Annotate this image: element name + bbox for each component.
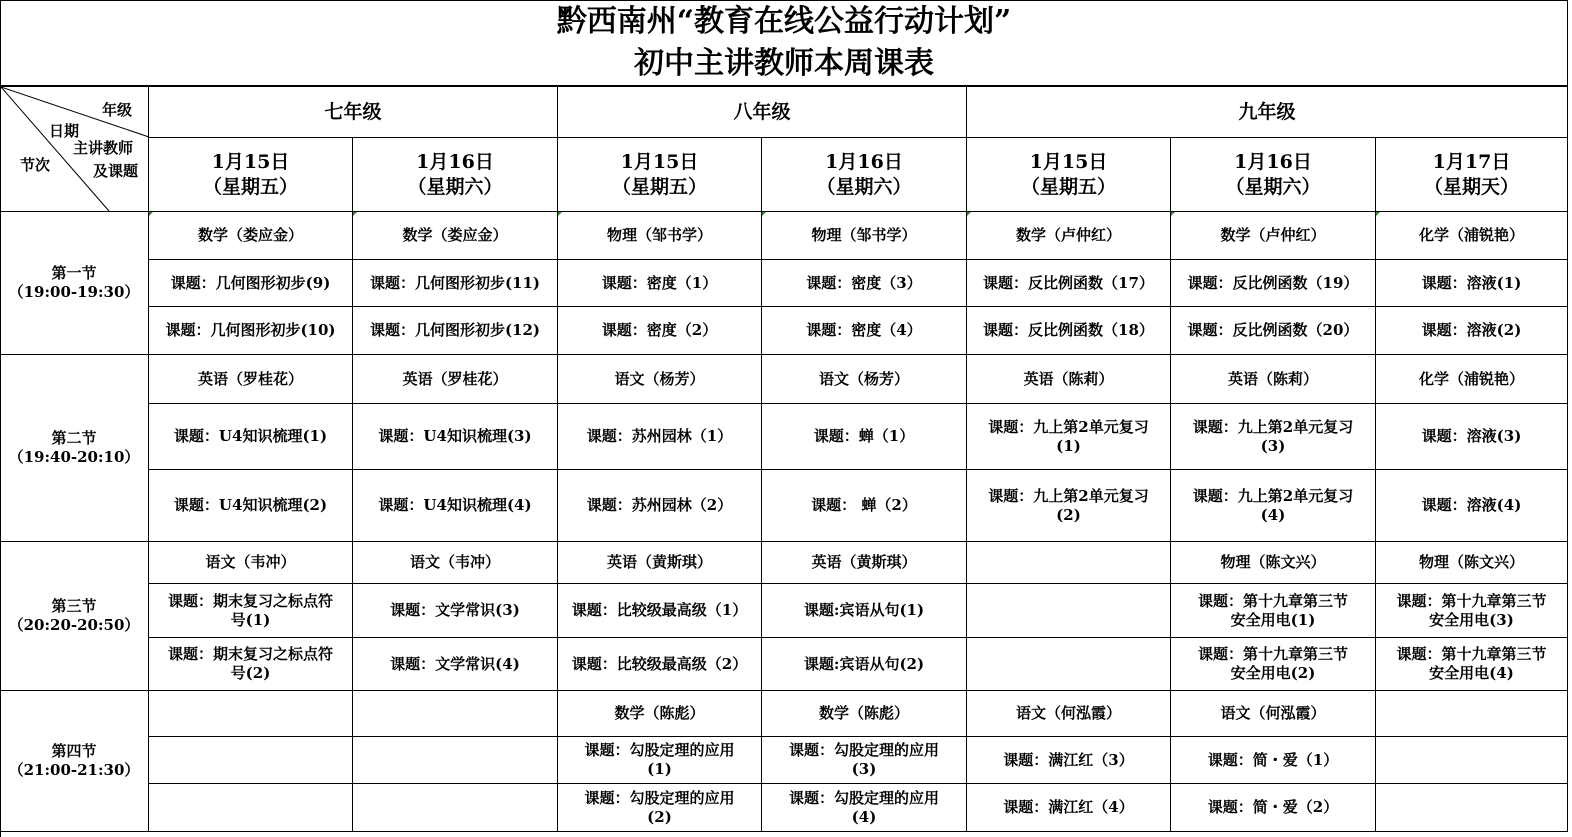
subject-cell: 物理（邹书学） — [762, 212, 967, 260]
date-header: 1月16日 （星期六） — [762, 138, 967, 212]
title-line-2: 初中主讲教师本周课表 — [634, 46, 934, 81]
topic-cell: 课题：密度（4） — [762, 307, 967, 355]
topic-cell: 课题：反比例函数（19） — [1171, 260, 1376, 307]
topic-cell — [149, 737, 353, 784]
grade-header: 七年级 — [149, 87, 558, 138]
subject-cell: 语文（韦冲） — [149, 542, 353, 584]
period-label: 第四节 （21:00-21:30） — [0, 691, 149, 832]
cell-comment-marker — [558, 212, 562, 216]
topic-cell: 课题：U4知识梳理(3) — [353, 404, 558, 470]
cell-comment-marker — [1376, 212, 1380, 216]
subject-cell — [149, 691, 353, 737]
topic-cell: 课题：苏州园林（1） — [558, 404, 762, 470]
date-header: 1月15日 （星期五） — [967, 138, 1171, 212]
subject-cell — [353, 691, 558, 737]
topic-cell: 课题：密度（2） — [558, 307, 762, 355]
subject-cell — [967, 542, 1171, 584]
cell-comment-marker — [967, 212, 971, 216]
period-label: 第二节 （19:40-20:10） — [0, 355, 149, 542]
topic-cell: 课题：溶液(2) — [1376, 307, 1568, 355]
topic-cell — [1376, 737, 1568, 784]
topic-cell: 课题：密度（1） — [558, 260, 762, 307]
topic-cell: 课题：U4知识梳理(2) — [149, 470, 353, 542]
topic-cell: 课题：反比例函数（20） — [1171, 307, 1376, 355]
topic-cell: 课题：几何图形初步(9) — [149, 260, 353, 307]
topic-cell: 课题：九上第2单元复习 (1) — [967, 404, 1171, 470]
topic-cell — [149, 784, 353, 832]
subject-cell — [1376, 691, 1568, 737]
subject-cell: 物理（陈文兴） — [1171, 542, 1376, 584]
topic-cell: 课题：U4知识梳理(4) — [353, 470, 558, 542]
date-header: 1月17日 （星期天） — [1376, 138, 1568, 212]
topic-cell: 课题：简・爱（2） — [1171, 784, 1376, 832]
topic-cell: 课题：勾股定理的应用 (2) — [558, 784, 762, 832]
topic-cell: 课题：文学常识(3) — [353, 584, 558, 638]
date-header: 1月15日 （星期五） — [149, 138, 353, 212]
topic-cell: 课题：文学常识(4) — [353, 638, 558, 691]
topic-cell: 课题：期末复习之标点符 号(1) — [149, 584, 353, 638]
grade-header: 八年级 — [558, 87, 967, 138]
topic-cell: 课题：满江红（3） — [967, 737, 1171, 784]
topic-cell: 课题:宾语从句(1) — [762, 584, 967, 638]
corner-teacher-label: 主讲教师 — [73, 139, 134, 157]
topic-cell — [1376, 784, 1568, 832]
corner-header-cell — [0, 87, 149, 212]
table-left-border — [0, 87, 1, 837]
topic-cell: 课题：U4知识梳理(1) — [149, 404, 353, 470]
topic-cell: 课题：勾股定理的应用 (3) — [762, 737, 967, 784]
title-line-1: 黔西南州“教育在线公益行动计划” — [556, 4, 1012, 39]
date-header: 1月16日 （星期六） — [1171, 138, 1376, 212]
period-label: 第三节 （20:20-20:50） — [0, 542, 149, 691]
topic-cell: 课题：第十九章第三节 安全用电(3) — [1376, 584, 1568, 638]
subject-cell: 数学（娄应金） — [149, 212, 353, 260]
date-header: 1月16日 （星期六） — [353, 138, 558, 212]
corner-period-label: 节次 — [20, 156, 51, 174]
topic-cell — [967, 584, 1171, 638]
topic-cell: 课题：反比例函数（17） — [967, 260, 1171, 307]
topic-cell: 课题：勾股定理的应用 (1) — [558, 737, 762, 784]
corner-grade-label: 年级 — [102, 101, 133, 119]
subject-cell: 语文（杨芳） — [762, 355, 967, 404]
cell-comment-marker — [149, 212, 153, 216]
topic-cell: 课题： 蝉（2） — [762, 470, 967, 542]
subject-cell: 化学（浦锐艳） — [1376, 212, 1568, 260]
subject-cell: 英语（黄斯琪） — [762, 542, 967, 584]
period-label: 第一节 （19:00-19:30） — [0, 212, 149, 355]
subject-cell: 数学（娄应金） — [353, 212, 558, 260]
grade-header: 九年级 — [967, 87, 1568, 138]
subject-cell: 英语（黄斯琪） — [558, 542, 762, 584]
topic-cell: 课题：满江红（4） — [967, 784, 1171, 832]
topic-cell: 课题：期末复习之标点符 号(2) — [149, 638, 353, 691]
cell-comment-marker — [762, 212, 766, 216]
topic-cell: 课题：几何图形初步(11) — [353, 260, 558, 307]
subject-cell: 英语（罗桂花） — [149, 355, 353, 404]
topic-cell: 课题：九上第2单元复习 (2) — [967, 470, 1171, 542]
topic-cell: 课题:宾语从句(2) — [762, 638, 967, 691]
subject-cell: 英语（陈莉） — [967, 355, 1171, 404]
topic-cell: 课题：第十九章第三节 安全用电(4) — [1376, 638, 1568, 691]
date-header: 1月15日 （星期五） — [558, 138, 762, 212]
cell-comment-marker — [1171, 212, 1175, 216]
topic-cell: 课题：勾股定理的应用 (4) — [762, 784, 967, 832]
subject-cell: 物理（邹书学） — [558, 212, 762, 260]
topic-cell: 课题：九上第2单元复习 (4) — [1171, 470, 1376, 542]
topic-cell: 课题：九上第2单元复习 (3) — [1171, 404, 1376, 470]
subject-cell: 语文（何泓霞） — [1171, 691, 1376, 737]
cell-comment-marker — [353, 212, 357, 216]
topic-cell: 课题：蝉（1） — [762, 404, 967, 470]
topic-cell: 课题：第十九章第三节 安全用电(1) — [1171, 584, 1376, 638]
topic-cell — [353, 784, 558, 832]
topic-cell: 课题：溶液(3) — [1376, 404, 1568, 470]
topic-cell: 课题：反比例函数（18） — [967, 307, 1171, 355]
subject-cell: 语文（杨芳） — [558, 355, 762, 404]
topic-cell — [967, 638, 1171, 691]
topic-cell: 课题：比较级最高级（1） — [558, 584, 762, 638]
topic-cell: 课题：溶液(1) — [1376, 260, 1568, 307]
subject-cell: 数学（卢仲红） — [967, 212, 1171, 260]
topic-cell: 课题：简・爱（1） — [1171, 737, 1376, 784]
topic-cell: 课题：密度（3） — [762, 260, 967, 307]
topic-cell: 课题：苏州园林（2） — [558, 470, 762, 542]
topic-cell: 课题：几何图形初步(10) — [149, 307, 353, 355]
subject-cell: 语文（韦冲） — [353, 542, 558, 584]
subject-cell: 物理（陈文兴） — [1376, 542, 1568, 584]
topic-cell: 课题：溶液(4) — [1376, 470, 1568, 542]
subject-cell: 语文（何泓霞） — [967, 691, 1171, 737]
topic-cell: 课题：第十九章第三节 安全用电(2) — [1171, 638, 1376, 691]
page-title — [0, 0, 1568, 87]
subject-cell: 数学（陈彪） — [558, 691, 762, 737]
subject-cell: 数学（卢仲红） — [1171, 212, 1376, 260]
corner-date-label: 日期 — [49, 122, 80, 140]
subject-cell: 英语（罗桂花） — [353, 355, 558, 404]
subject-cell: 英语（陈莉） — [1171, 355, 1376, 404]
topic-cell: 课题：比较级最高级（2） — [558, 638, 762, 691]
topic-cell: 课题：几何图形初步(12) — [353, 307, 558, 355]
subject-cell: 数学（陈彪） — [762, 691, 967, 737]
corner-topic-label: 及课题 — [93, 162, 139, 180]
subject-cell: 化学（浦锐艳） — [1376, 355, 1568, 404]
topic-cell — [353, 737, 558, 784]
